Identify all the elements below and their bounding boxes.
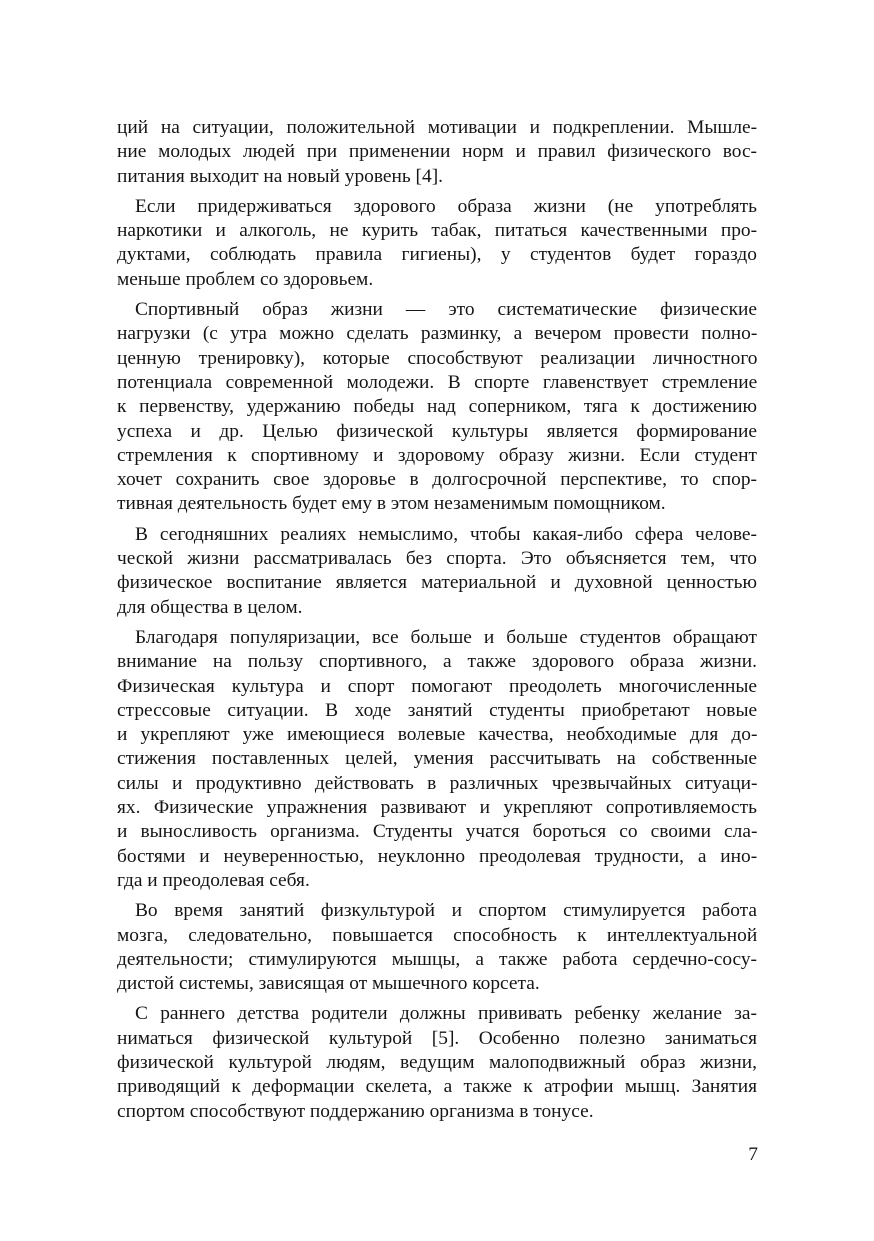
text-line: Физическая культура и спорт помогают преодолеть многочисленные <box>117 675 757 697</box>
text-line: для общества в целом. <box>117 596 303 618</box>
text-line: Спортивный образ жизни — это систематические физические <box>135 299 757 321</box>
text-line: деятельности; стимулируются мышцы, а также работа сердечно-сосу- <box>117 948 757 970</box>
text-line: дистой системы, зависящая от мышечного корсета. <box>117 973 540 995</box>
text-line: внимание на пользу спортивного, а также здорового образа жизни. <box>117 651 757 673</box>
text-line: ях. Физические упражнения развивают и укрепляют сопротивляемость <box>117 797 757 819</box>
body-text <box>117 116 757 1130</box>
text-line: ческой жизни рассматривалась без спорта. Это объясняется тем, что <box>117 548 757 570</box>
paragraph <box>117 195 757 292</box>
page-number: 7 <box>748 1144 758 1165</box>
text-line: Если придерживаться здорового образа жизни (не употреблять <box>135 195 757 217</box>
text-line: мозга, следовательно, повышается способность к интеллектуальной <box>117 924 757 946</box>
text-line: наркотики и алкоголь, не курить табак, питаться качественными про- <box>117 220 757 242</box>
text-line: стремления к спортивному и здоровому образу жизни. Если студент <box>117 444 757 466</box>
text-line: меньше проблем со здоровьем. <box>117 268 374 290</box>
paragraph <box>117 523 757 620</box>
text-line: питания выходит на новый уровень [4]. <box>117 165 444 187</box>
paragraph <box>117 298 757 517</box>
text-line: физическое воспитание является материальной и духовной ценностью <box>117 572 757 594</box>
paragraph <box>117 899 757 996</box>
text-line: нагрузки (с утра можно сделать разминку, а вечером провести полно- <box>117 323 757 345</box>
text-line: В сегодняшних реалиях немыслимо, чтобы какая-либо сфера челове- <box>135 523 757 545</box>
paragraph <box>117 116 757 189</box>
text-line: к первенству, удержанию победы над соперником, тяга к достижению <box>117 396 757 418</box>
text-line: тивная деятельность будет ему в этом незаменимым помощником. <box>117 493 666 515</box>
text-line: С раннего детства родители должны прививать ребенку желание за- <box>135 1003 757 1025</box>
text-line: и укрепляют уже имеющиеся волевые качества, необходимые для до- <box>117 724 757 746</box>
paragraph <box>117 626 757 893</box>
text-line: ций на ситуации, положительной мотивации и подкреплении. Мышле- <box>117 117 757 138</box>
text-line: потенциала современной молодежи. В спорте главенствует стремление <box>117 371 757 393</box>
text-line: спортом способствуют поддержанию организма в тонусе. <box>117 1100 594 1122</box>
text-line: ние молодых людей при применении норм и правил физического вос- <box>117 141 757 163</box>
text-line: гда и преодолевая себя. <box>117 869 310 891</box>
text-line: ценную тренировку), которые способствуют реализации личностного <box>117 347 757 369</box>
text-line: и выносливость организма. Студенты учатся бороться со своими сла- <box>117 821 757 843</box>
text-line: Во время занятий физкультурой и спортом стимулируется работа <box>135 900 757 922</box>
text-line: физической культурой людям, ведущим малоподвижный образ жизни, <box>117 1051 757 1073</box>
text-line: ниматься физической культурой [5]. Особенно полезно заниматься <box>117 1027 757 1049</box>
text-line: Благодаря популяризации, все больше и больше студентов обращают <box>135 626 757 648</box>
text-line: успеха и др. Целью физической культуры является формирование <box>117 420 757 442</box>
text-line: дуктами, соблюдать правила гигиены), у студентов будет гораздо <box>117 244 757 266</box>
text-line: приводящий к деформации скелета, а также к атрофии мышц. Занятия <box>117 1076 757 1098</box>
text-line: силы и продуктивно действовать в различных чрезвычайных ситуаци- <box>117 772 757 794</box>
paragraph <box>117 1002 757 1123</box>
text-line: бостями и неуверенностью, неуклонно преодолевая трудности, а ино- <box>117 845 757 867</box>
text-line: стрессовые ситуации. В ходе занятий студенты приобретают новые <box>117 699 757 721</box>
text-line: стижения поставленных целей, умения рассчитывать на собственные <box>117 748 757 770</box>
text-line: хочет сохранить свое здоровье в долгосрочной перспективе, то спор- <box>117 469 757 491</box>
